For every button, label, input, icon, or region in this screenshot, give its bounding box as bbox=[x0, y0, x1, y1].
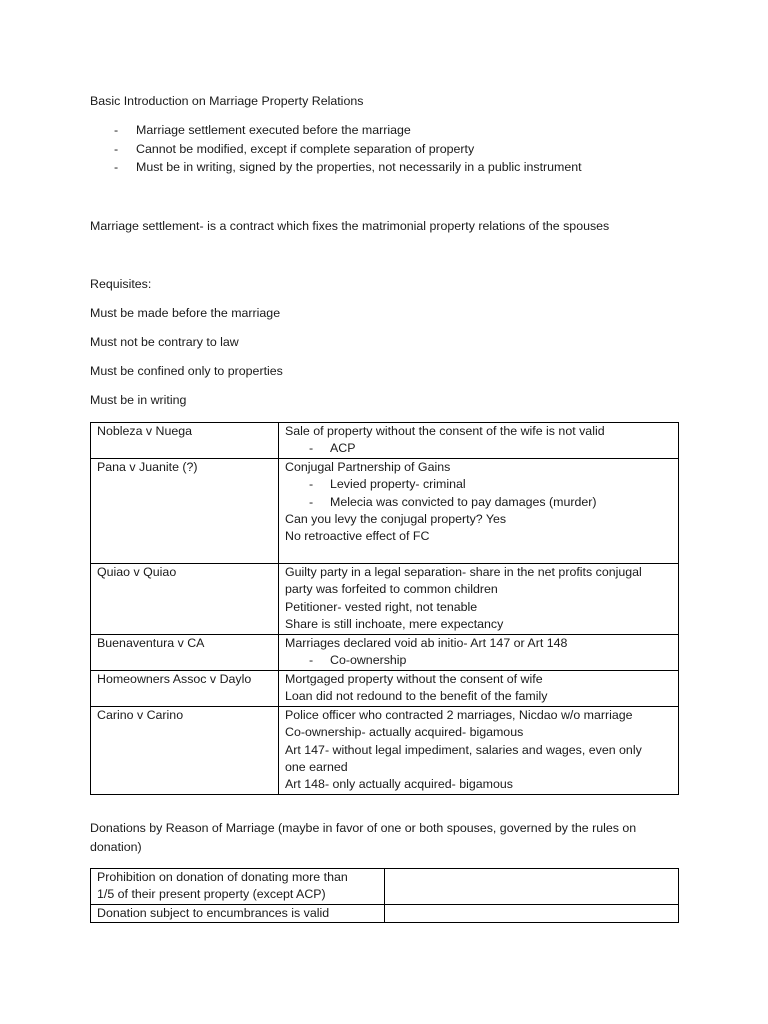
donation-rule-cell: Prohibition on donation of donating more than 1/5 of their present property (except ACP) bbox=[91, 869, 385, 905]
requisite-item: Must not be contrary to law bbox=[90, 335, 239, 349]
table-row bbox=[91, 563, 679, 634]
list-item: - Cannot be modified, except if complete separation of property bbox=[114, 141, 475, 156]
case-name-cell: Quiao v Quiao bbox=[91, 563, 279, 634]
definition-paragraph: Marriage settlement- is a contract which fixes the matrimonial property relations of the spouses bbox=[90, 219, 610, 233]
table-row bbox=[91, 458, 679, 563]
case-notes-cell: Guilty party in a legal separation- share in the net profits conjugal party was forfeited to common children Petitioner- vested right, not tenable Share is still inchoate, mere expectancy bbox=[279, 563, 679, 634]
requisites-label: Requisites: bbox=[90, 277, 152, 291]
list-item: - Must be in writing, signed by the properties, not necessarily in a public instrument bbox=[114, 160, 582, 175]
list-item: - Marriage settlement executed before the marriage bbox=[114, 123, 411, 137]
case-notes-cell: Sale of property without the consent of the wife is not valid - ACP bbox=[279, 423, 679, 459]
case-name-cell: Homeowners Assoc v Daylo bbox=[91, 670, 279, 706]
intro-bullet-list bbox=[90, 122, 582, 178]
table-row bbox=[91, 423, 679, 459]
case-name-cell: Pana v Juanite (?) bbox=[91, 458, 279, 563]
requisite-item: Must be confined only to properties bbox=[90, 364, 283, 378]
case-notes-cell: Conjugal Partnership of Gains - Levied property- criminal - Melecia was convicted to pay damages (murder) Can you levy the conjugal property? Yes No retroactive effect of FC bbox=[279, 458, 679, 563]
table-row bbox=[91, 905, 679, 923]
donation-rule-cell: Donation subject to encumbrances is valid bbox=[91, 905, 385, 923]
donations-table bbox=[90, 868, 679, 923]
case-notes-cell: Police officer who contracted 2 marriages, Nicdao w/o marriage Co-ownership- actually acquired- bigamous Art 147- without legal impediment, salaries and wages, even only one earned Art 148- only actually acquired- bigamous bbox=[279, 706, 679, 794]
case-name-cell: Buenaventura v CA bbox=[91, 634, 279, 670]
donation-notes-cell bbox=[385, 869, 679, 905]
case-name-cell: Carino v Carino bbox=[91, 706, 279, 794]
donations-paragraph-line: donation) bbox=[90, 840, 142, 854]
requisite-item: Must be in writing bbox=[90, 393, 187, 407]
table-row bbox=[91, 670, 679, 706]
case-notes-cell: Marriages declared void ab initio- Art 147 or Art 148 - Co-ownership bbox=[279, 634, 679, 670]
cases-table bbox=[90, 422, 679, 795]
table-row bbox=[91, 869, 679, 905]
table-row bbox=[91, 706, 679, 794]
requisite-item: Must be made before the marriage bbox=[90, 306, 281, 320]
case-name-cell: Nobleza v Nuega bbox=[91, 423, 279, 459]
document-heading: Basic Introduction on Marriage Property Relations bbox=[90, 94, 364, 108]
table-row bbox=[91, 634, 679, 670]
donations-paragraph-line: Donations by Reason of Marriage (maybe in favor of one or both spouses, governed by the rules on bbox=[90, 821, 637, 835]
donation-notes-cell bbox=[385, 905, 679, 923]
case-notes-cell: Mortgaged property without the consent of wife Loan did not redound to the benefit of the family bbox=[279, 670, 679, 706]
